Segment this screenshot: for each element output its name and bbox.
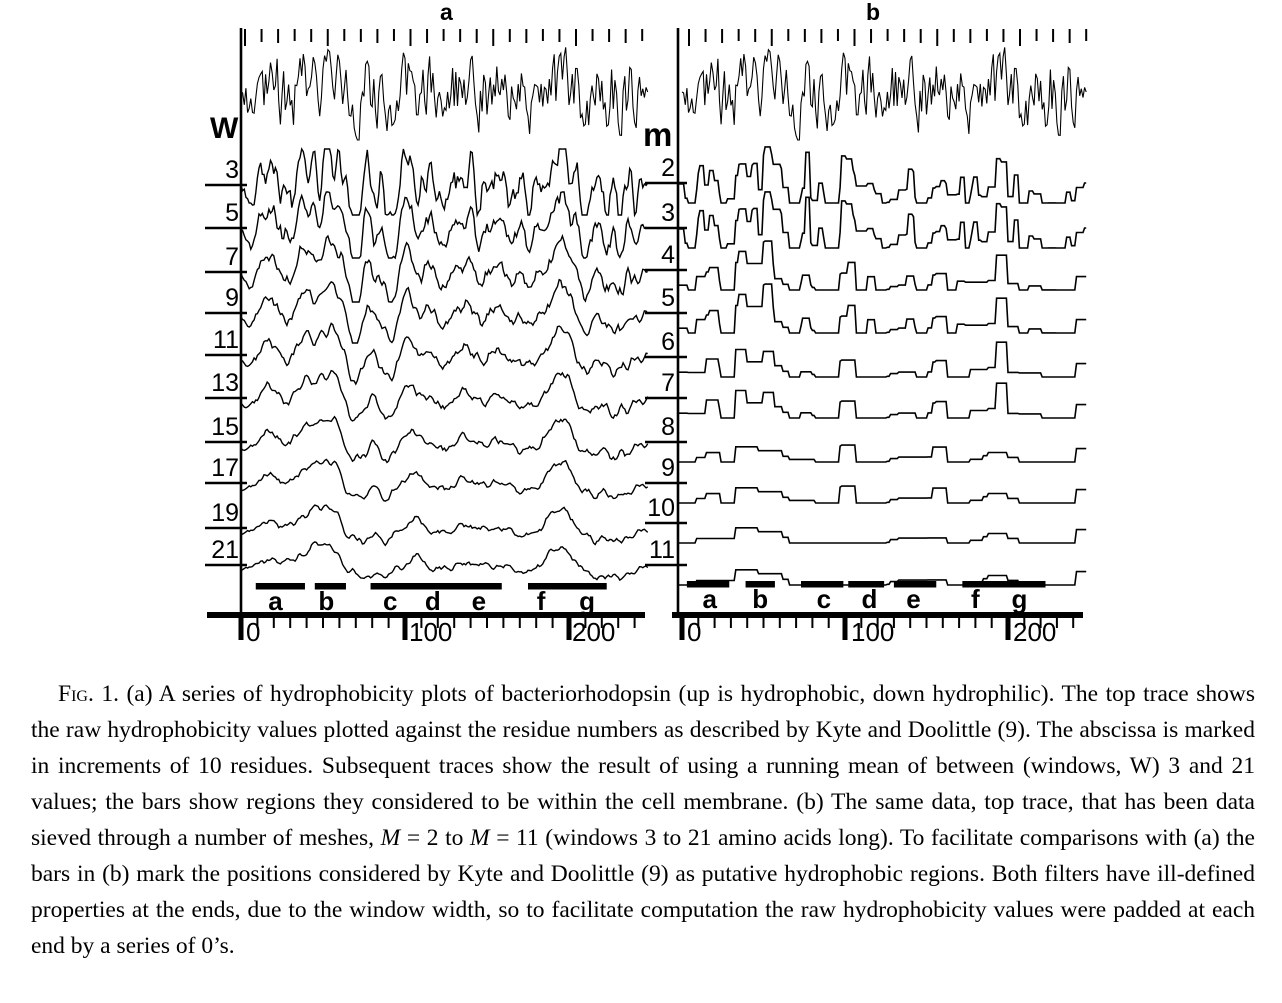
bar-label-a: a (268, 586, 283, 616)
trace-label-m-3: 3 (661, 199, 675, 227)
bar-label-f: f (971, 584, 980, 614)
trace-label-w-3: 3 (225, 156, 239, 184)
caption-segment: = 11 (windows 3 to 21 amino acids long). To facilitate comparisons with (a) the bars in (b) mark the positions considered by Kyte and Doolittle (9) as putative hydrophobic regions. Both filters have ill-defined properties at the ends, due to the window width, so to facilitate computation the raw hydrophobicity values were padded at each end by a series of 0’s. (31, 825, 1255, 959)
trace-label-m-7: 7 (661, 369, 675, 397)
panel-b-axis-label: m (643, 116, 673, 153)
bar-label-b: b (318, 586, 335, 616)
trace-label-m-9: 9 (661, 454, 675, 482)
bar-label-f: f (536, 586, 546, 616)
figure-caption (31, 676, 1255, 964)
caption-segment: M (380, 825, 401, 851)
bar-label-a: a (702, 584, 717, 614)
caption-segment: M (470, 825, 490, 851)
axis-tick-label-0: 0 (246, 617, 261, 647)
bar-label-g: g (579, 586, 595, 616)
bar-label-e: e (906, 584, 921, 614)
bar-label-b: b (752, 584, 769, 614)
trace-label-m-4: 4 (661, 241, 675, 269)
trace-label-m-6: 6 (661, 328, 675, 356)
caption-segment: = 2 to (400, 825, 470, 851)
trace-label-w-11: 11 (213, 326, 239, 354)
axis-tick-label-200: 200 (572, 617, 616, 647)
axis-tick-label-100: 100 (851, 617, 895, 647)
bar-label-d: d (861, 584, 878, 614)
trace-label-w-19: 19 (211, 499, 239, 527)
trace-label-m-5: 5 (661, 284, 675, 312)
trace-label-m-11: 11 (649, 536, 675, 564)
trace-label-w-21: 21 (211, 536, 239, 564)
trace-label-m-2: 2 (661, 154, 675, 182)
trace-label-w-17: 17 (211, 454, 239, 482)
trace-label-w-5: 5 (225, 199, 239, 227)
panel-a-label: a (440, 0, 453, 25)
trace-label-w-15: 15 (211, 413, 239, 441)
bar-label-d: d (424, 586, 441, 616)
axis-tick-label-200: 200 (1013, 617, 1057, 647)
panel-a-axis-label: W (210, 112, 239, 145)
bar-label-g: g (1011, 584, 1028, 614)
caption-segment: Fig. 1. (58, 681, 119, 707)
axis-tick-label-0: 0 (687, 617, 702, 647)
bar-label-c: c (383, 586, 398, 616)
trace-label-w-13: 13 (211, 369, 239, 397)
bar-label-e: e (471, 586, 487, 616)
bar-label-c: c (816, 584, 832, 614)
caption-segment: (a) A series of hydrophobicity plots of bacteriorhodopsin (up is hydrophobic, down hydrophilic). The top trace shows the raw hydrophobicity values plotted against the residue numbers as described by Kyte and Doolittle (9). The abscissa is marked in increments of 10 residues. Subsequent traces show the result of using a running mean of between (windows, W) 3 and 21 values; the bars show regions they considered to be within the cell membrane. (b) The same data, top trace, that has been data sieved through a number of meshes, (31, 681, 1255, 851)
trace-label-w-7: 7 (225, 243, 239, 271)
trace-label-w-9: 9 (225, 284, 239, 312)
trace-label-m-10: 10 (647, 494, 675, 522)
panel-b-label: b (866, 0, 881, 25)
trace-label-m-8: 8 (661, 413, 675, 441)
axis-tick-label-100: 100 (409, 617, 453, 647)
